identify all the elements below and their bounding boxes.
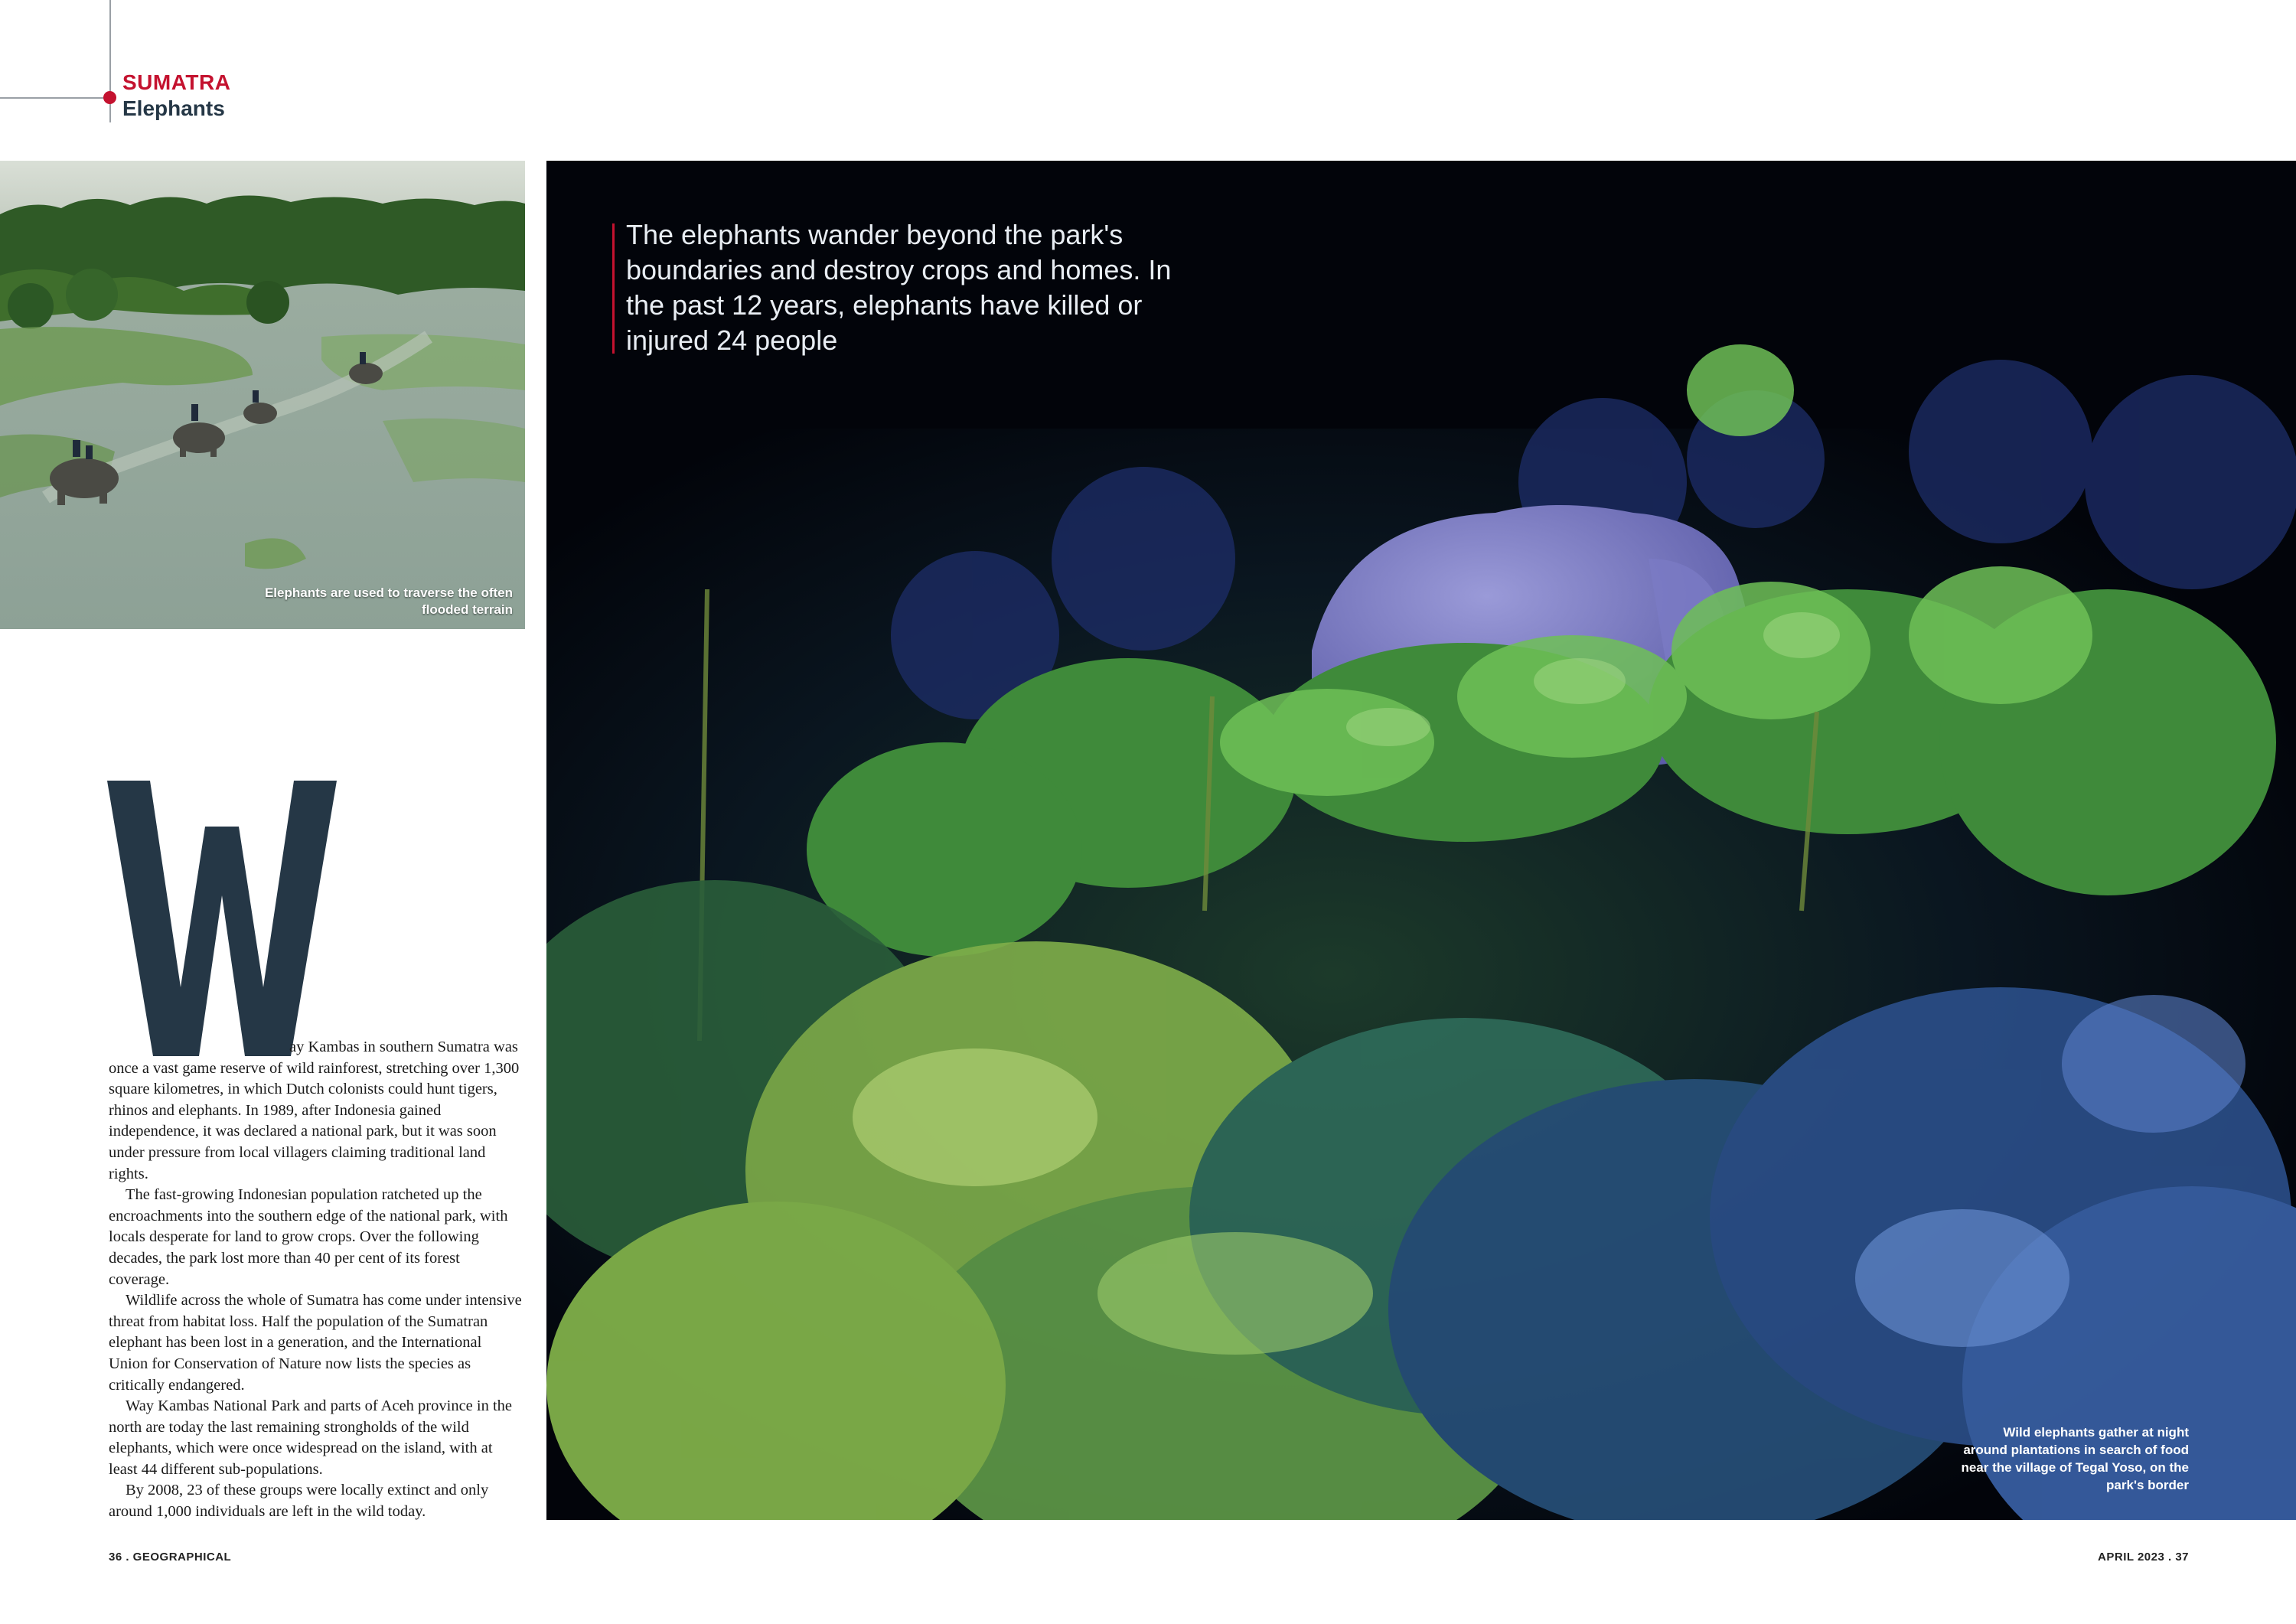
photo-small-caption: Elephants are used to traverse the often flooded terrain: [264, 585, 513, 617]
folio-left: 36 . GEOGRAPHICAL: [109, 1551, 232, 1564]
section-rule-horizontal: [0, 97, 115, 99]
article-paragraph-text: ay Kambas in southern Sumatra was once a vast game reserve of wild rainforest, stretching over 1,300 square kilometres, in which Dutch colonists could hunt tigers, rhinos and elephants. In 1989, after Indonesia gained independence, it was declared a national park, but it was soon under pressure from local villagers claiming traditional land rights.: [109, 1039, 520, 1182]
photo-large-caption: Wild elephants gather at night around plantations in search of food near the village of Tegal Yoso, on the park's border: [1961, 1425, 2189, 1492]
section-subtitle: Elephants: [122, 96, 225, 120]
section-rule-vertical: [109, 0, 111, 122]
photo-elephants-flooded-terrain: [0, 161, 525, 629]
article-paragraph: Way Kambas National Park and parts of Aceh province in the north are today the last remaining strongholds of the wild elephants, which were once widespread on the island, with at least 44 different sub-populations.: [109, 1397, 513, 1478]
drop-cap: [107, 781, 337, 1056]
article-paragraph: [109, 1037, 522, 1185]
article-body: [109, 1037, 522, 1523]
section-dot: [103, 91, 116, 104]
pullquote-rule: [612, 223, 615, 354]
article-paragraph: The fast-growing Indonesian population ratcheted up the encroachments into the southern edge of the national park, with locals desperate for land to grow crops. Over the following decades, the park lost more than 40 per cent of its forest coverage.: [109, 1186, 508, 1288]
article-paragraph: By 2008, 23 of these groups were locally extinct and only around 1,000 individuals are left in the wild today.: [109, 1482, 489, 1521]
drop-cap-glyph: [107, 781, 337, 1056]
photo-elephant-night-plantation: [546, 161, 2296, 1520]
section-kicker: SUMATRA: [122, 70, 231, 94]
article-paragraph: Wildlife across the whole of Sumatra has come under intensive threat from habitat loss. Half the population of the Sumatran elephant has been lost in a generation, and the International Union for Conservation of Nature now lists the species as critically endangered.: [109, 1292, 522, 1394]
pullquote: The elephants wander beyond the park's boundaries and destroy crops and homes. In the past 12 years, elephants have killed or injured 24 people: [626, 219, 1172, 356]
folio-right: APRIL 2023 . 37: [2098, 1551, 2189, 1564]
photo-small-image: [0, 161, 525, 629]
photo-large-image: [546, 161, 2296, 1520]
